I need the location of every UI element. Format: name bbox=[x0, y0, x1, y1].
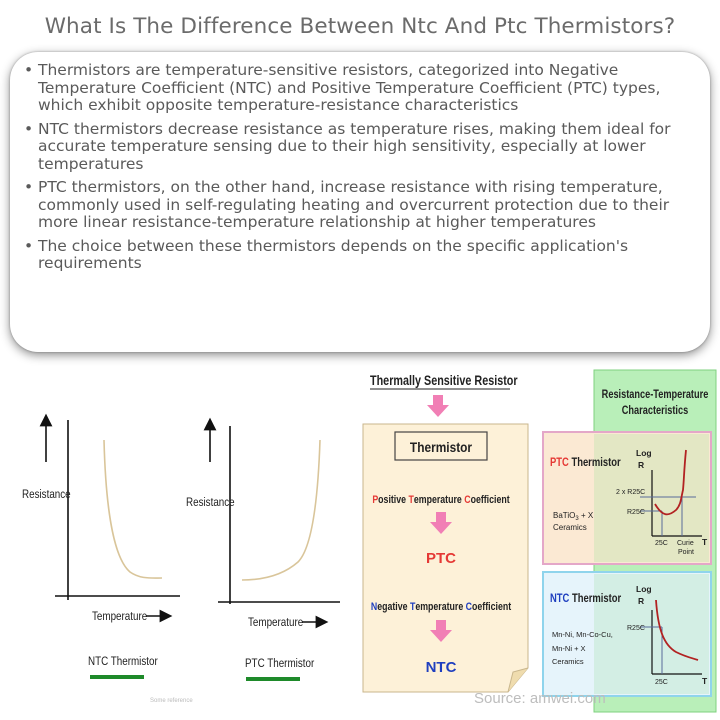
ntc-curve bbox=[104, 440, 162, 578]
flow-header: Thermally Sensitive Resistor bbox=[370, 372, 518, 389]
positive-coefficient-label: Positive Temperature Coefficient bbox=[372, 494, 510, 507]
ntc-label: NTC bbox=[425, 659, 457, 676]
ntc-material-1: Mn-Ni, Mn-Co-Cu, bbox=[552, 630, 613, 639]
ptc-label-r25: R25C bbox=[627, 509, 645, 516]
ntc-material-3: Ceramics bbox=[552, 657, 584, 666]
ntc-label-25c: 25C bbox=[655, 679, 668, 686]
rt-panel-title: Resistance-Temperature bbox=[601, 389, 709, 402]
ntc-caption: NTC Thermistor bbox=[88, 655, 158, 669]
ptc-thermistor-name: PTC Thermistor bbox=[550, 456, 621, 470]
ptc-material: BaTiO$_3$ + X bbox=[553, 511, 594, 522]
rt-panel-subtitle: Characteristics bbox=[621, 405, 689, 418]
thermistor-flow bbox=[363, 373, 528, 692]
ntc-axis-log: Log bbox=[636, 584, 652, 594]
page-title: What Is The Difference Between Ntc And Ptc Thermistors? bbox=[44, 14, 676, 39]
thermistor-box-title: Thermistor bbox=[409, 439, 473, 456]
ptc-label-point: Point bbox=[678, 549, 694, 556]
rt-panel bbox=[543, 370, 716, 712]
bullet-item: • Thermistors are temperature-sensitive resistors, categorized into Negative Temperature Coefficient (NTC) and Positive Temperature Coefficient (PTC) types, which exhibit opposite temperature-resistance characteristics bbox=[22, 62, 702, 115]
negative-coefficient-label: Negative Temperature Coefficient bbox=[370, 601, 512, 614]
bullet-list bbox=[22, 62, 702, 279]
ptc-y-label: Resistance bbox=[186, 496, 235, 510]
bullet-item: • PTC thermistors, on the other hand, increase resistance with rising temperature, commonly used in self-regulating heating and overcurrent protection due to their more linear resistance-temperature relationship at higher temperatures bbox=[22, 179, 702, 232]
ntc-thermistor-name: NTC Thermistor bbox=[550, 592, 622, 606]
ptc-axis-t: T bbox=[702, 537, 708, 547]
ntc-x-label: Temperature bbox=[92, 610, 148, 624]
bullet-item: • NTC thermistors decrease resistance as temperature rises, making them ideal for accurate temperature sensing due to their high sensitivity, especially at lower temperatures bbox=[22, 121, 702, 174]
ntc-graph bbox=[22, 420, 193, 704]
ptc-label: PTC bbox=[426, 550, 456, 567]
ntc-y-label: Resistance bbox=[22, 488, 71, 502]
bullet-item: • The choice between these thermistors depends on the specific application's requirements bbox=[22, 238, 702, 273]
ptc-axis-r: R bbox=[638, 460, 645, 470]
ptc-label-2r: 2 x R25C bbox=[616, 489, 646, 496]
ntc-axis-t: T bbox=[702, 676, 708, 686]
tiny-credit: Some reference bbox=[150, 698, 193, 704]
down-arrow-icon bbox=[427, 395, 449, 417]
thermistor-figure bbox=[0, 360, 720, 720]
ptc-graph bbox=[186, 424, 340, 679]
ptc-label-25c: 25C bbox=[655, 540, 668, 547]
source-credit: Source: amwei.com bbox=[474, 690, 606, 707]
ntc-axis-r: R bbox=[638, 596, 645, 606]
ptc-material-ceramics: Ceramics bbox=[553, 523, 587, 532]
ntc-label-r25: R25C bbox=[627, 625, 645, 632]
ntc-material-2: Mn-Ni + X bbox=[552, 644, 586, 653]
ptc-curve bbox=[242, 440, 320, 580]
ptc-axis-log: Log bbox=[636, 448, 652, 458]
ptc-label-curie: Curie bbox=[677, 540, 694, 547]
ptc-x-label: Temperature bbox=[248, 616, 304, 630]
ptc-caption: PTC Thermistor bbox=[245, 657, 315, 671]
